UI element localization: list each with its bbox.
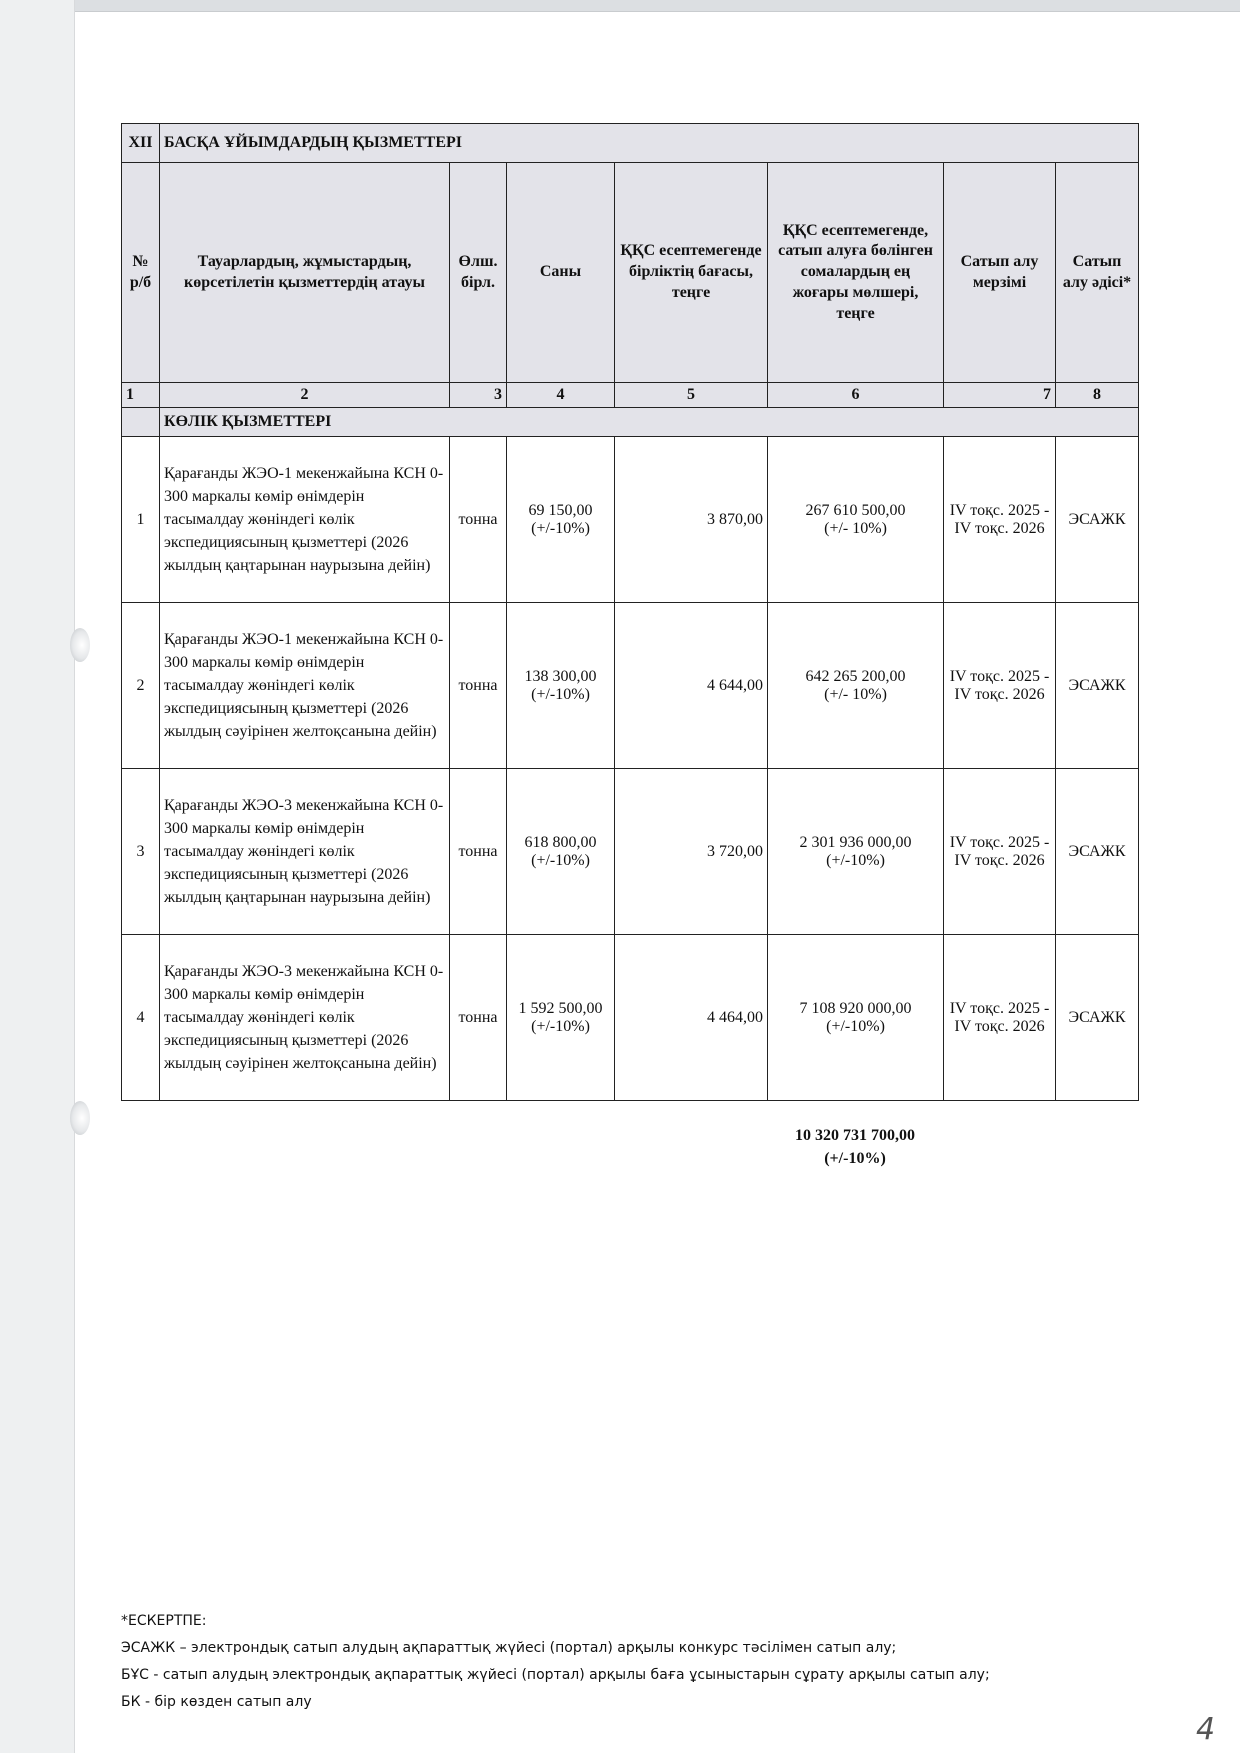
qty-tolerance: (+/-10%) xyxy=(531,851,590,869)
column-number: 2 xyxy=(160,383,450,408)
item-name: Қарағанды ЖЭО-1 мекенжайына КСН 0-300 маркалы көмір өнімдерін тасымалдау жөніндегі көлік экспедициясының қызметтері (2026 жылдың сәуірінен желтоқсанына дейін) xyxy=(160,603,450,769)
table-row xyxy=(122,603,1139,769)
scan-top-edge xyxy=(0,0,1240,12)
qty-tolerance: (+/-10%) xyxy=(531,1017,590,1035)
item-price: 3 720,00 xyxy=(615,769,768,935)
item-price: 3 870,00 xyxy=(615,437,768,603)
total-value: 10 320 731 700,00 xyxy=(795,1127,915,1144)
qty-value: 618 800,00 xyxy=(524,833,597,851)
column-number: 3 xyxy=(450,383,507,408)
amount-tolerance: (+/-10%) xyxy=(826,1017,885,1035)
item-amount xyxy=(768,437,944,603)
item-amount xyxy=(768,935,944,1101)
header-name: Тауарлардың, жұмыстардың, көрсетілетін қызметтердің атауы xyxy=(160,163,450,383)
item-qty xyxy=(507,437,615,603)
item-unit: тонна xyxy=(450,935,507,1101)
footnotes xyxy=(121,1608,1121,1716)
grand-total xyxy=(760,1124,950,1170)
qty-value: 1 592 500,00 xyxy=(518,999,603,1017)
header-method: Сатып алу әдісі* xyxy=(1056,163,1139,383)
item-price: 4 464,00 xyxy=(615,935,768,1101)
section-title: БАСҚА ҰЙЫМДАРДЫҢ ҚЫЗМЕТТЕРІ xyxy=(160,124,1139,163)
category-row xyxy=(122,408,1139,437)
qty-tolerance: (+/-10%) xyxy=(531,519,590,537)
item-method: ЭСАЖК xyxy=(1056,437,1139,603)
column-number: 5 xyxy=(615,383,768,408)
footnote-title: *ЕСКЕРТПЕ: xyxy=(121,1613,207,1629)
item-amount xyxy=(768,769,944,935)
header-unit: Өлш. бірл. xyxy=(450,163,507,383)
item-name: Қарағанды ЖЭО-1 мекенжайына КСН 0-300 маркалы көмір өнімдерін тасымалдау жөніндегі көлік экспедициясының қызметтері (2026 жылдың қаңтарынан наурызына дейін) xyxy=(160,437,450,603)
header-price: ҚҚС есептемегенде бірліктің бағасы, теңге xyxy=(615,163,768,383)
header-qty: Саны xyxy=(507,163,615,383)
header-no: № р/б xyxy=(122,163,160,383)
qty-tolerance: (+/-10%) xyxy=(531,685,590,703)
amount-tolerance: (+/- 10%) xyxy=(824,519,887,537)
column-number: 1 xyxy=(122,383,160,408)
column-number: 4 xyxy=(507,383,615,408)
amount-tolerance: (+/- 10%) xyxy=(824,685,887,703)
row-number: 3 xyxy=(122,769,160,935)
qty-value: 138 300,00 xyxy=(524,667,597,685)
item-unit: тонна xyxy=(450,769,507,935)
section-header-row xyxy=(122,124,1139,163)
amount-tolerance: (+/-10%) xyxy=(826,851,885,869)
total-tolerance: (+/-10%) xyxy=(824,1150,886,1168)
procurement-table xyxy=(121,123,1139,1101)
amount-value: 267 610 500,00 xyxy=(805,501,906,519)
item-name: Қарағанды ЖЭО-3 мекенжайына КСН 0-300 маркалы көмір өнімдерін тасымалдау жөніндегі көлік экспедициясының қызметтері (2026 жылдың қаңтарынан наурызына дейін) xyxy=(160,769,450,935)
qty-value: 69 150,00 xyxy=(528,501,593,519)
amount-value: 642 265 200,00 xyxy=(805,667,906,685)
item-unit: тонна xyxy=(450,437,507,603)
table-row xyxy=(122,437,1139,603)
item-method: ЭСАЖК xyxy=(1056,769,1139,935)
item-term: IV тоқс. 2025 - IV тоқс. 2026 xyxy=(944,769,1056,935)
footnote-line: БК - бір көзден сатып алу xyxy=(121,1694,312,1710)
column-number: 8 xyxy=(1056,383,1139,408)
punch-hole xyxy=(70,628,90,662)
item-method: ЭСАЖК xyxy=(1056,603,1139,769)
item-unit: тонна xyxy=(450,603,507,769)
item-qty xyxy=(507,769,615,935)
category-title: КӨЛІК ҚЫЗМЕТТЕРІ xyxy=(160,408,1139,437)
item-term: IV тоқс. 2025 - IV тоқс. 2026 xyxy=(944,603,1056,769)
item-qty xyxy=(507,603,615,769)
footnote-line: БҰС - сатып алудың электрондық ақпараттық жүйесі (портал) арқылы баға ұсыныстарын сұрату арқылы сатып алу; xyxy=(121,1667,990,1683)
column-header-row xyxy=(122,163,1139,383)
item-price: 4 644,00 xyxy=(615,603,768,769)
column-number: 6 xyxy=(768,383,944,408)
punch-hole xyxy=(70,1101,90,1135)
item-term: IV тоқс. 2025 - IV тоқс. 2026 xyxy=(944,437,1056,603)
row-number: 2 xyxy=(122,603,160,769)
column-number-row xyxy=(122,383,1139,408)
header-amount: ҚҚС есептемегенде, сатып алуға бөлінген сомалардың ең жоғары мөлшері, теңге xyxy=(768,163,944,383)
amount-value: 7 108 920 000,00 xyxy=(799,999,912,1017)
footnote-line: ЭСАЖК – электрондық сатып алудың ақпараттық жүйесі (портал) арқылы конкурс тәсілімен сатып алу; xyxy=(121,1640,897,1656)
header-term: Сатып алу мерзімі xyxy=(944,163,1056,383)
row-number: 1 xyxy=(122,437,160,603)
column-number: 7 xyxy=(944,383,1056,408)
item-name: Қарағанды ЖЭО-3 мекенжайына КСН 0-300 маркалы көмір өнімдерін тасымалдау жөніндегі көлік экспедициясының қызметтері (2026 жылдың сәуірінен желтоқсанына дейін) xyxy=(160,935,450,1101)
item-term: IV тоқс. 2025 - IV тоқс. 2026 xyxy=(944,935,1056,1101)
item-qty xyxy=(507,935,615,1101)
scan-left-margin xyxy=(0,0,75,1753)
row-number: 4 xyxy=(122,935,160,1101)
amount-value: 2 301 936 000,00 xyxy=(799,833,912,851)
section-number: XII xyxy=(122,124,160,163)
page-number: 4 xyxy=(1196,1712,1216,1747)
table-row xyxy=(122,769,1139,935)
table-row xyxy=(122,935,1139,1101)
item-amount xyxy=(768,603,944,769)
item-method: ЭСАЖК xyxy=(1056,935,1139,1101)
